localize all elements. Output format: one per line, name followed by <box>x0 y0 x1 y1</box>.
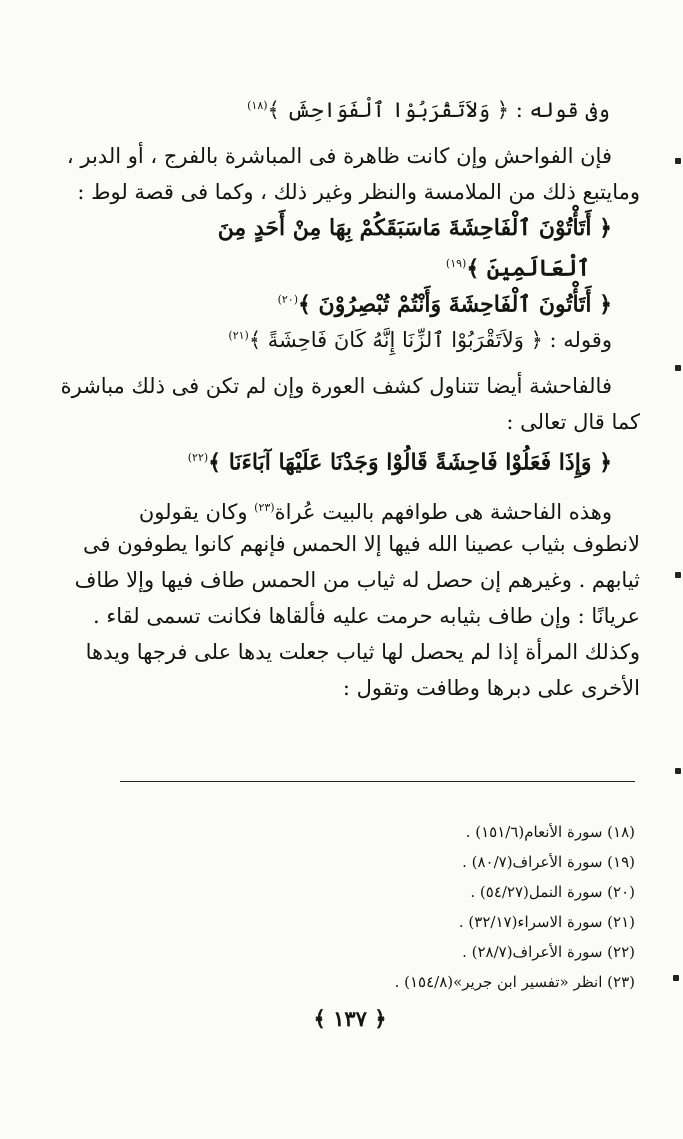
quran-verse: ٱلْعَالَمِينَ ﴾$^{(١٩)}$ <box>445 255 590 282</box>
footnote: (٢٣) انظر «تفسير ابن جرير»(١٥٤/٨) . <box>394 973 635 991</box>
quran-verse: ﴿ أَتَأْتُونَ ٱلْفَاحِشَةَ وَأَنْتُمْ تُبْصِرُوْنَ ﴾$^{(٢٠)}$ <box>277 291 612 318</box>
page-body <box>40 88 640 706</box>
text-line: وقوله : ﴿ وَلاَتَقْرَبُوْا ٱلزِّنَا إِنَّهُ كَانَ فَاحِشَةً ﴾$^{(٢١)}$ <box>228 328 612 352</box>
footnote: (٢١) سورة الاسراء(٣٢/١٧) . <box>458 913 635 931</box>
margin-mark <box>673 975 679 981</box>
footnote: (٢٠) سورة النمل(٥٤/٢٧) . <box>470 883 635 901</box>
text-line: فإن الفواحش وإن كانت ظاهرة فى المباشرة بالفرج ، أو الدبر ، <box>66 144 612 168</box>
text-line: لانطوف بثياب عصينا الله فيها إلا الحمس فإنهم كانوا يطوفون فى <box>83 532 640 556</box>
text-line: ثيابهم . وغيرهم إن حصل له ثياب من الحمس طاف فيها وإلا طاف <box>74 568 640 592</box>
text-line: كما قال تعالى : <box>506 410 640 434</box>
text-line: وفى قوله : ﴿ وَلاَتَقْرَبُوْا ٱلْفَوَاحِشَ ﴾$^{(١٨)}$ <box>247 98 610 122</box>
footnote: (١٨) سورة الأنعام(١٥١/٦) . <box>465 823 635 841</box>
quran-verse: ﴿ وَإِذَا فَعَلُوْا فَاحِشَةً قَالُوْا وَجَدْنَا عَلَيْهَا آبَاءَنَا ﴾$^{(٢٢)}$ <box>187 449 612 476</box>
page-number: ﴿ ١٣٧ ﴾ <box>313 1006 387 1031</box>
text-line: عريانًا : وإن طاف بثيابه حرمت عليه فألقاها فكانت تسمى لقاء . <box>93 604 640 628</box>
text-line: فالفاحشة أيضا تتناول كشف العورة وإن لم تكن فى ذلك مباشرة <box>60 374 612 398</box>
footnote: (١٩) سورة الأعراف(٨٠/٧) . <box>462 853 635 871</box>
text-line: وهذه الفاحشة هى طوافهم بالبيت عُراة$^{(٢٣)}$ وكان يقولون <box>138 500 612 524</box>
text-line: ومايتبع ذلك من الملامسة والنظر وغير ذلك ، وكما فى قصة لوط : <box>77 180 640 204</box>
margin-mark <box>675 572 681 578</box>
footnote-divider <box>120 781 635 782</box>
quran-verse: ﴿ أَتَأْتُوْنَ ٱلْفَاحِشَةَ مَاسَبَقَكُمْ بِهَا مِنْ أَحَدٍ مِنَ <box>217 215 612 241</box>
margin-mark <box>675 158 681 164</box>
margin-mark <box>675 365 681 371</box>
margin-mark <box>675 768 681 774</box>
text-line: وكذلك المرأة إذا لم يحصل لها ثياب جعلت يدها على فرجها ويدها <box>85 640 640 664</box>
footnote: (٢٢) سورة الأعراف(٢٨/٧) . <box>462 943 635 961</box>
text-line: الأخرى على دبرها وطافت وتقول : <box>342 676 640 700</box>
